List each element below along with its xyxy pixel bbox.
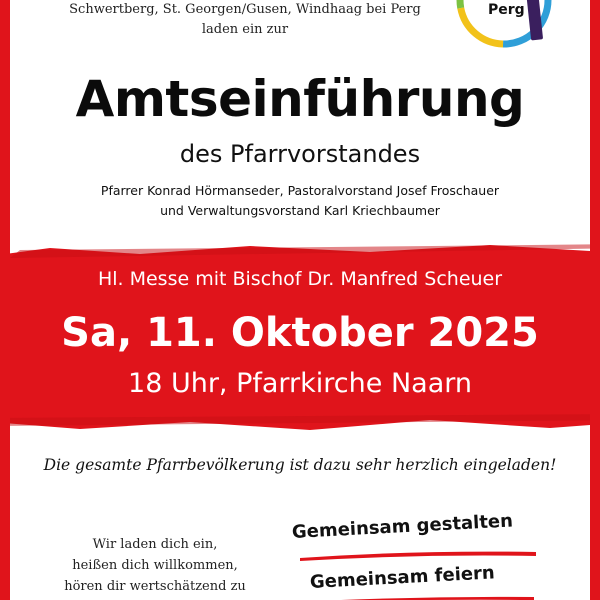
welcome-line-2: heißen dich willkommen, [72, 558, 238, 573]
invite-line: laden ein zur [201, 22, 289, 37]
poster [10, 0, 590, 600]
slogan-2-underline [316, 596, 536, 600]
subtitle: des Pfarrvorstandes [179, 140, 421, 168]
invitation-text: Die gesamte Pfarrbevölkerung ist dazu sehr herzlich eingeladen! [43, 456, 557, 474]
welcome-line-3: hören dir wertschätzend zu [64, 579, 246, 594]
officials-names [10, 181, 590, 221]
slogan-1-underline [298, 548, 538, 562]
parish-logo [454, 0, 554, 50]
names-line-2: und Verwaltungsvorstand Karl Kriechbaumer [160, 203, 440, 218]
logo-text: Perg [488, 2, 525, 18]
parishes-line: Schwertberg, St. Georgen/Gusen, Windhaag bei Perg [69, 2, 421, 17]
page-title: Amtseinführung [75, 70, 525, 128]
slogan-2: Gemeinsam feiern [309, 562, 496, 593]
welcome-block [60, 534, 250, 597]
names-line-1: Pfarrer Konrad Hörmanseder, Pastoralvorstand Josef Froschauer [100, 183, 500, 198]
mass-info: Hl. Messe mit Bischof Dr. Manfred Scheuer [97, 268, 503, 290]
event-date: Sa, 11. Oktober 2025 [61, 310, 539, 356]
welcome-line-1: Wir laden dich ein, [92, 537, 218, 552]
slogan-1: Gemeinsam gestalten [291, 510, 514, 543]
intro-block [10, 0, 480, 40]
event-time-place: 18 Uhr, Pfarrkirche Naarn [128, 368, 472, 399]
